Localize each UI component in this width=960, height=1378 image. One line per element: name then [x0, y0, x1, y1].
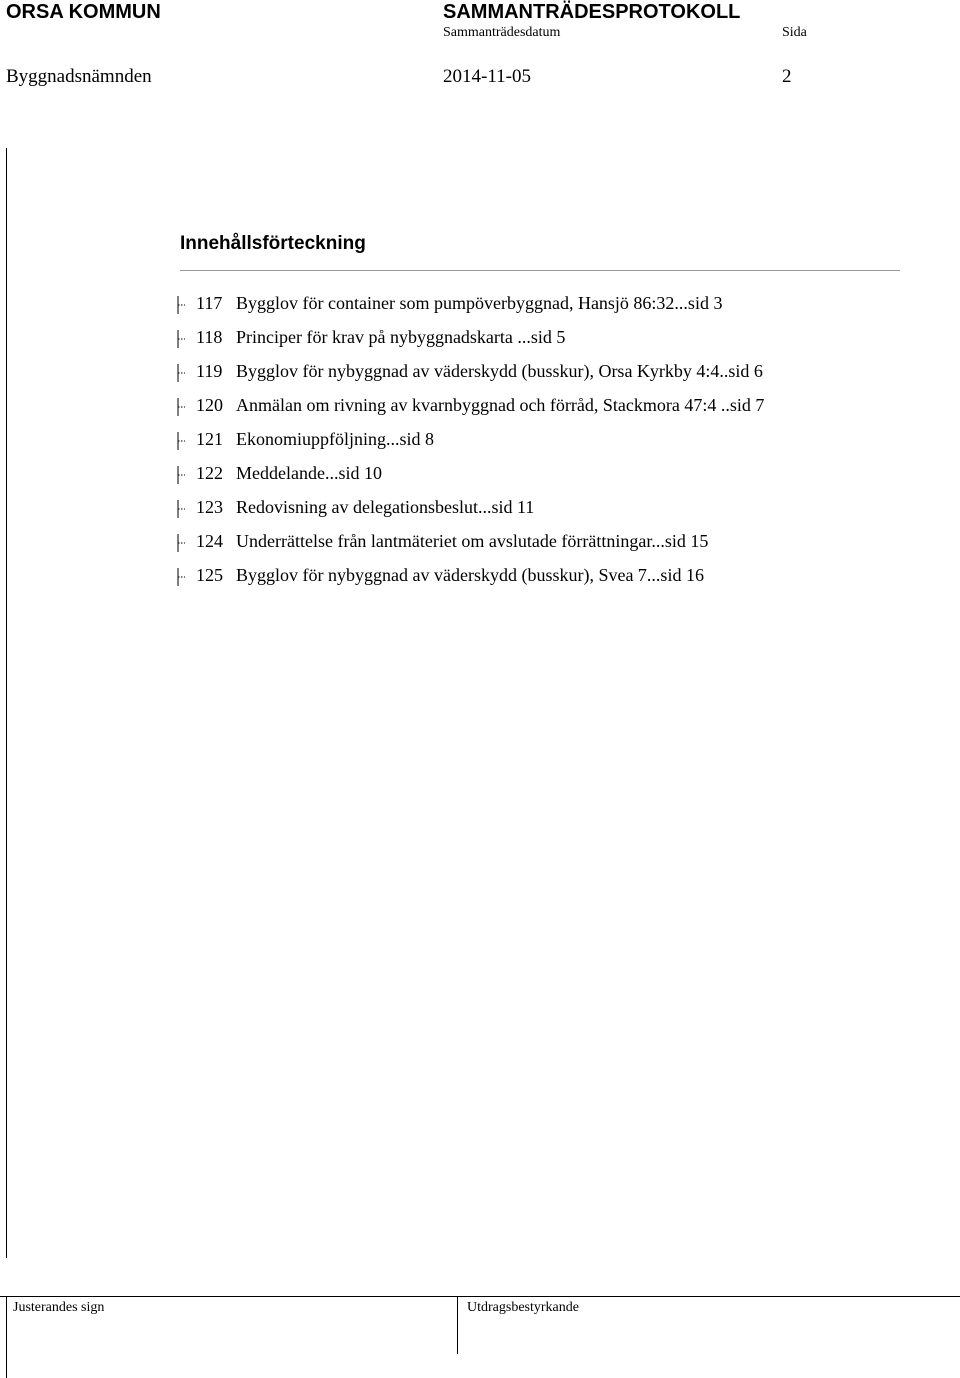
- toc-item[interactable]: [176, 395, 836, 429]
- toc-item-number: 119: [196, 361, 223, 381]
- toc-item[interactable]: [176, 531, 836, 565]
- toc-item-title[interactable]: Bygglov för container som pumpöverbyggnad, Hansjö 86:32...sid 3: [236, 293, 723, 313]
- toc-item-title[interactable]: Ekonomiuppföljning...sid 8: [236, 429, 434, 449]
- toc-item-number: 123: [196, 497, 223, 517]
- toc-item-title[interactable]: Redovisning av delegationsbeslut...sid 11: [236, 497, 535, 517]
- toc-item-title[interactable]: Meddelande...sid 10: [236, 463, 382, 483]
- toc-marker-icon: [176, 329, 186, 349]
- toc-item[interactable]: [176, 293, 836, 327]
- page-number: 2: [782, 66, 792, 87]
- toc-item-number: 121: [196, 429, 223, 449]
- footer-divider: [0, 1296, 960, 1297]
- toc-item-title[interactable]: Bygglov för nybyggnad av väderskydd (busskur), Svea 7...sid 16: [236, 565, 704, 585]
- extract-certification-label: Utdragsbestyrkande: [467, 1300, 579, 1315]
- toc-item[interactable]: [176, 361, 836, 395]
- organization-name: ORSA KOMMUN: [6, 1, 161, 23]
- toc-marker-icon: [176, 295, 186, 315]
- toc-item[interactable]: [176, 565, 836, 599]
- left-margin-rule: [6, 148, 7, 1258]
- toc-item-number: 125: [196, 565, 223, 585]
- page-label: Sida: [782, 25, 807, 40]
- meeting-date-label: Sammanträdesdatum: [443, 25, 561, 40]
- footer-left-rule: [6, 1296, 7, 1378]
- toc-marker-icon: [176, 499, 186, 519]
- toc-item-number: 120: [196, 395, 223, 415]
- footer-column-divider: [457, 1296, 458, 1354]
- toc-item-number: 118: [196, 327, 223, 347]
- toc-marker-icon: [176, 567, 186, 587]
- toc-item[interactable]: [176, 463, 836, 497]
- toc-item-title[interactable]: Anmälan om rivning av kvarnbyggnad och förråd, Stackmora 47:4 ..sid 7: [236, 395, 765, 415]
- toc-item-number: 122: [196, 463, 223, 483]
- toc-item-title[interactable]: Principer för krav på nybyggnadskarta ...sid 5: [236, 327, 566, 347]
- toc-marker-icon: [176, 431, 186, 451]
- toc-marker-icon: [176, 363, 186, 383]
- meeting-date: 2014-11-05: [443, 66, 531, 87]
- toc-item-title[interactable]: Bygglov för nybyggnad av väderskydd (busskur), Orsa Kyrkby 4:4..sid 6: [236, 361, 763, 381]
- toc-divider: [180, 270, 900, 271]
- adjuster-signature-label: Justerandes sign: [13, 1300, 105, 1315]
- committee-name: Byggnadsnämnden: [6, 66, 152, 87]
- toc-item[interactable]: [176, 497, 836, 531]
- toc-item-number: 124: [196, 531, 223, 551]
- toc-heading: Innehållsförteckning: [180, 233, 366, 254]
- document-type: SAMMANTRÄDESPROTOKOLL: [443, 1, 741, 23]
- toc-item[interactable]: [176, 327, 836, 361]
- toc-marker-icon: [176, 465, 186, 485]
- toc-list: [176, 293, 836, 599]
- toc-item[interactable]: [176, 429, 836, 463]
- toc-item-number: 117: [196, 293, 223, 313]
- toc-marker-icon: [176, 397, 186, 417]
- toc-marker-icon: [176, 533, 186, 553]
- toc-item-title[interactable]: Underrättelse från lantmäteriet om avslutade förrättningar...sid 15: [236, 531, 709, 551]
